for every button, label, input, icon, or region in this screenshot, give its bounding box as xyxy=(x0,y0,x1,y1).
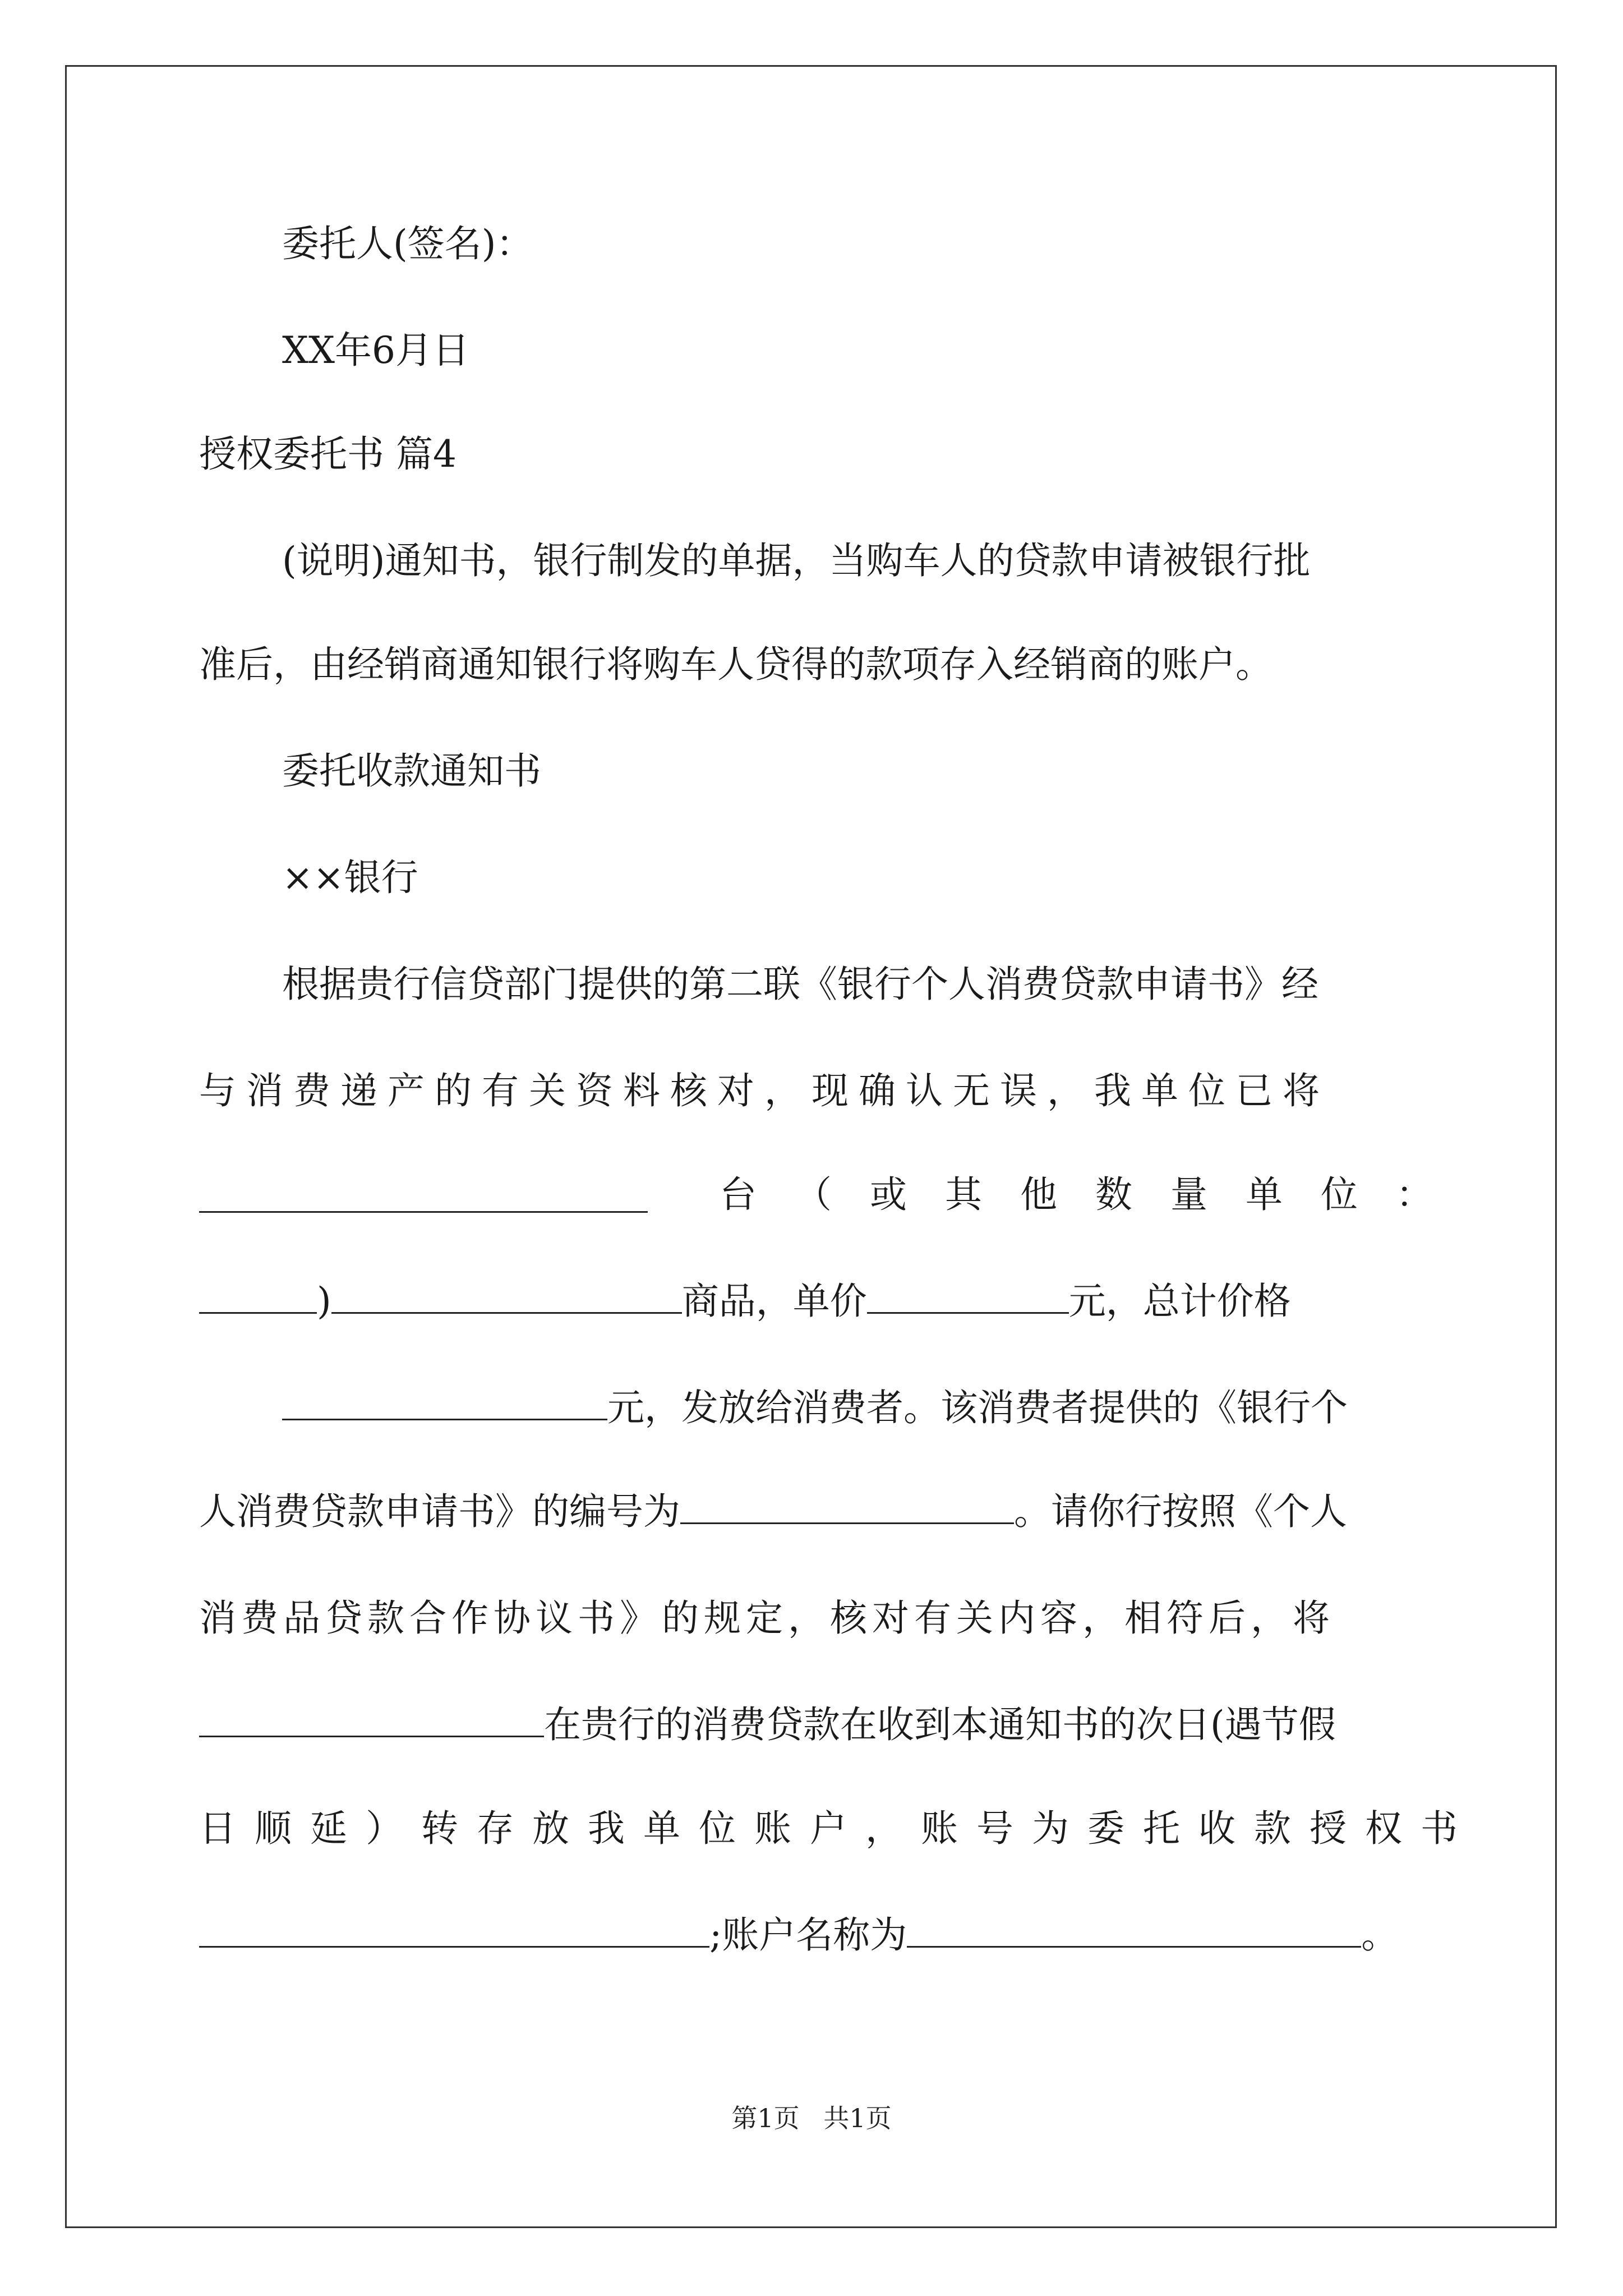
unit-blank[interactable] xyxy=(199,1278,317,1314)
paragraph-2-line-9: 日顺延）转存放我单位账户，账号为委托收款授权书 xyxy=(199,1807,1476,1850)
account-name-label: ;账户名称为 xyxy=(709,1913,907,1957)
paragraph-2-line-5 xyxy=(199,1377,1433,1439)
issue-text: 元，发放给消费者。该消费者提供的《银行个 xyxy=(607,1386,1348,1429)
paragraph-2-line-7: 消费品贷款合作协议书》的规定，核对有关内容，相符后，将 xyxy=(199,1596,1335,1640)
paragraph-2-line-4 xyxy=(199,1271,1433,1332)
signer-line: 委托人(签名)： xyxy=(282,222,533,265)
account-name-blank[interactable] xyxy=(907,1912,1361,1948)
paragraph-2-line-3 xyxy=(199,1164,1471,1226)
paragraph-2-line-1: 根据贵行信贷部门提供的第二联《银行个人消费贷款申请书》经 xyxy=(282,963,1318,1006)
unit-price-label: 商品，单价 xyxy=(681,1280,867,1323)
page-total: 共1页 xyxy=(823,2103,892,2133)
paragraph-2-line-2: 与消费递产的有关资料核对，现确认无误，我单位已将 xyxy=(199,1069,1330,1112)
notice-title: 委托收款通知书 xyxy=(282,749,541,793)
page-border xyxy=(65,65,1557,2228)
page-footer xyxy=(0,2098,1623,2135)
application-number-blank[interactable] xyxy=(680,1489,1014,1524)
loan-blank[interactable] xyxy=(199,1702,544,1737)
total-price-blank[interactable] xyxy=(282,1385,607,1420)
request-text: 。请你行按照《个人 xyxy=(1014,1490,1347,1533)
quantity-blank[interactable] xyxy=(199,1177,648,1213)
date-line: XX年6月日 xyxy=(282,329,469,372)
quantity-unit-text: 台（或其他数量单位： xyxy=(720,1173,1471,1216)
section-title: 授权委托书 篇4 xyxy=(199,432,457,476)
goods-blank[interactable] xyxy=(331,1278,682,1314)
paragraph-2-line-8 xyxy=(199,1694,1433,1756)
total-price-label: 元，总计价格 xyxy=(1068,1280,1291,1323)
end-period: 。 xyxy=(1361,1913,1399,1957)
unit-price-blank[interactable] xyxy=(867,1278,1069,1314)
account-number-blank[interactable] xyxy=(199,1912,709,1948)
close-paren: ) xyxy=(317,1280,331,1323)
transfer-text: 在贵行的消费贷款在收到本通知书的次日(遇节假 xyxy=(544,1703,1336,1746)
paragraph-1-line-2: 准后，由经销商通知银行将购车人贷得的款项存入经销商的账户。 xyxy=(199,643,1272,686)
bank-name: ××银行 xyxy=(282,856,418,899)
paragraph-1-line-1: (说明)通知书，银行制发的单据，当购车人的贷款申请被银行批 xyxy=(282,539,1311,582)
application-number-label: 人消费贷款申请书》的编号为 xyxy=(199,1490,680,1533)
paragraph-2-line-10 xyxy=(199,1904,1433,1966)
paragraph-2-line-6 xyxy=(199,1481,1433,1543)
page-number: 第1页 xyxy=(731,2103,800,2133)
